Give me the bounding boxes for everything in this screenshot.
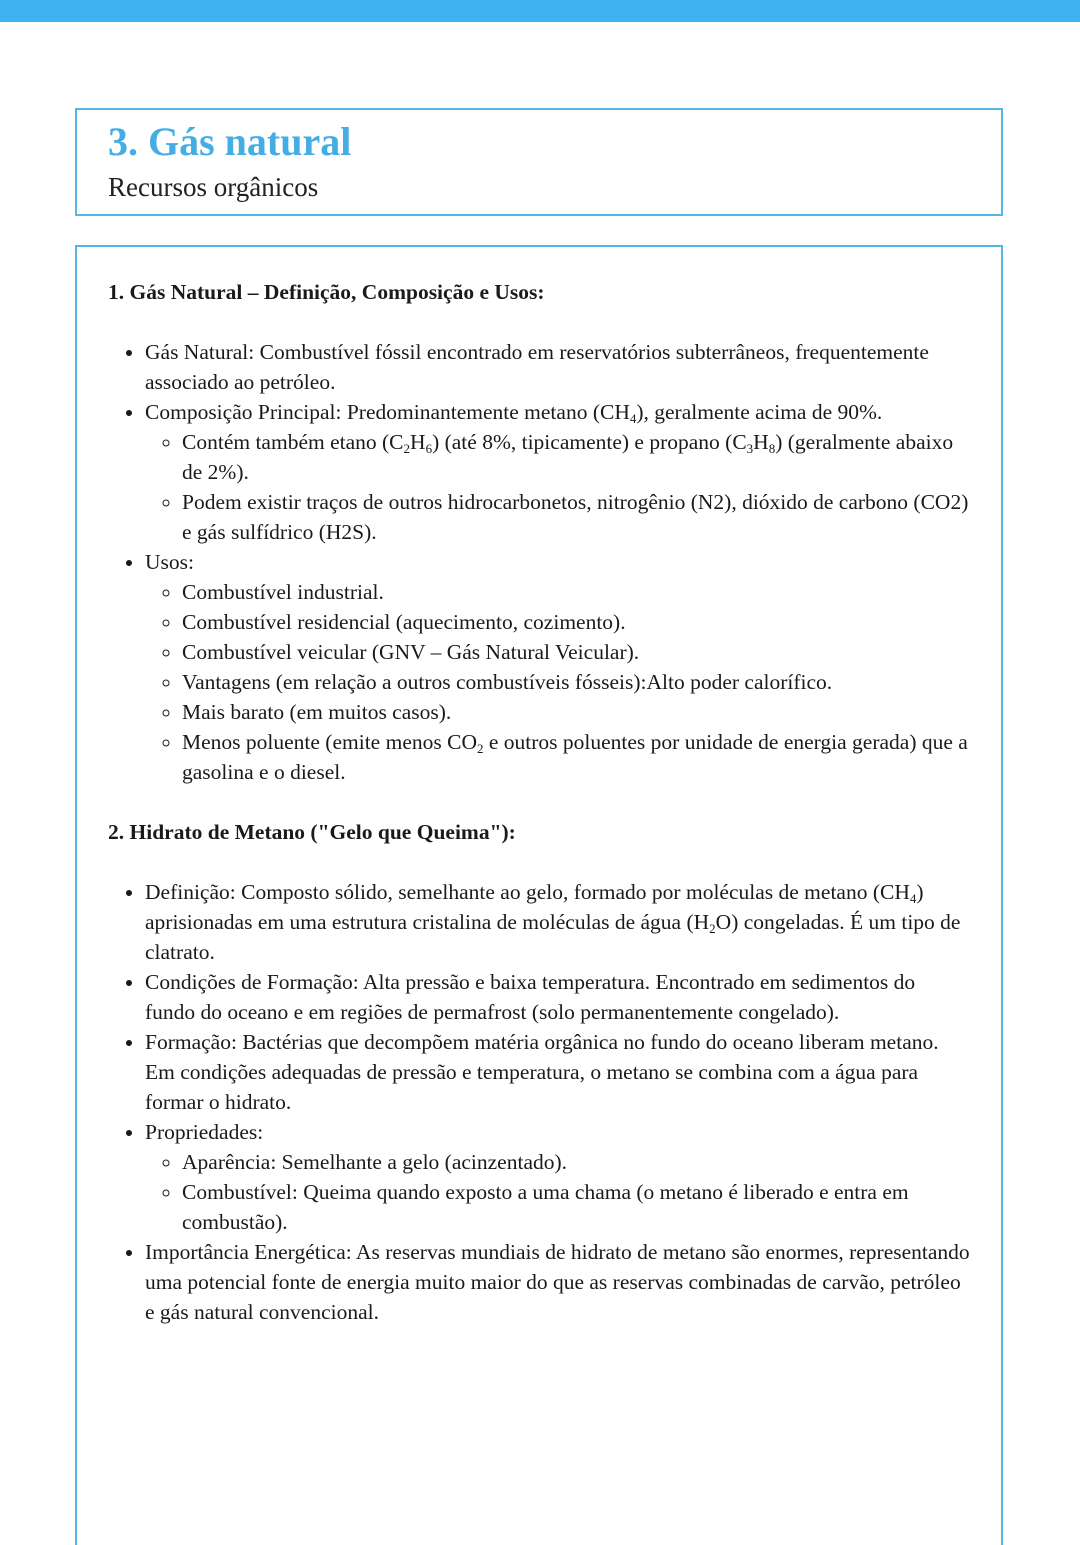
list-item: • Propriedades: ◦ Aparência: Semelhante a gelo (acinzentado). ◦ Combustível: Queima quando exposto a uma chama (o metano é liberado e entra em combustão).	[145, 1117, 970, 1237]
list-item: ◦ Contém também etano $(C_2H_6)$ (até 8%, tipicamente) e propano $(C_3H_8)$ (geralmente abaixo de 2%).	[182, 427, 970, 487]
section-1-heading: 1. Gás Natural – Definição, Composição e Usos:	[108, 280, 545, 304]
top-accent-bar	[0, 0, 1080, 22]
page-subtitle: Recursos orgânicos	[108, 172, 319, 202]
properties-sublist	[145, 1147, 970, 1237]
composition-sublist	[145, 427, 970, 547]
list-item: ◦ Combustível veicular (GNV – Gás Natural Veicular).	[182, 637, 970, 667]
list-item: • Definição: Composto sólido, semelhante ao gelo, formado por moléculas de metano $(CH_4)$ aprisionadas em uma estrutura cristalina de moléculas de água $(H_2O)$ congeladas. É um tipo de clatrato.	[145, 877, 970, 967]
list-item: ◦ Menos poluente (emite menos $CO_2$ e outros poluentes por unidade de energia gerada) que a gasolina e o diesel.	[182, 727, 970, 787]
list-item: ◦ Mais barato (em muitos casos).	[182, 697, 970, 727]
list-item: ◦ Podem existir traços de outros hidrocarbonetos, nitrogênio (N2), dióxido de carbono (CO2) e gás sulfídrico (H2S).	[182, 487, 970, 547]
content-box	[75, 245, 1003, 1545]
section-1-list	[108, 337, 970, 787]
title-box	[75, 108, 1003, 216]
list-item: • Importância Energética: As reservas mundiais de hidrato de metano são enormes, representando uma potencial fonte de energia muito maior do que as reservas combinadas de carvão, petróleo e gás natural convencional.	[145, 1237, 970, 1327]
list-item: ◦ Combustível industrial.	[182, 577, 970, 607]
list-item: • Gás Natural: Combustível fóssil encontrado em reservatórios subterrâneos, frequentemente associado ao petróleo.	[145, 337, 970, 397]
content	[108, 277, 970, 1327]
list-item: • Condições de Formação: Alta pressão e baixa temperatura. Encontrado em sedimentos do fundo do oceano e em regiões de permafrost (solo permanentemente congelado).	[145, 967, 970, 1027]
list-item: • Formação: Bactérias que decompõem matéria orgânica no fundo do oceano liberam metano. Em condições adequadas de pressão e temperatura, o metano se combina com a água para formar o hidrato.	[145, 1027, 970, 1117]
section-2-heading: 2. Hidrato de Metano ("Gelo que Queima"):	[108, 820, 516, 844]
uses-sublist	[145, 577, 970, 787]
list-item: ◦ Aparência: Semelhante a gelo (acinzentado).	[182, 1147, 970, 1177]
list-item: • Usos: ◦ Combustível industrial. ◦ Combustível residencial (aquecimento, cozimento). ◦ Combustível veicular (GNV – Gás Natural Veicular). ◦ Vantagens (em relação a outros combustíveis fósseis):Alto poder calorífico. ◦ Mais barato (em muitos casos). ◦ Menos poluente (emite menos $CO_2$ e outros poluentes por unidade de energia gerada) que a gasolina e o diesel.	[145, 547, 970, 787]
list-item: ◦ Combustível residencial (aquecimento, cozimento).	[182, 607, 970, 637]
page-title: 3. Gás natural	[108, 119, 352, 164]
list-item: ◦ Vantagens (em relação a outros combustíveis fósseis):Alto poder calorífico.	[182, 667, 970, 697]
list-item: • Composição Principal: Predominantemente metano $(CH_4)$, geralmente acima de 90%. ◦ Contém também etano $(C_2H_6)$ (até 8%, tipicamente) e propano $(C_3H_8)$ (geralmente abaixo de 2%). ◦ Podem existir traços de outros hidrocarbonetos, nitrogênio (N2), dióxido de carbono (CO2) e gás sulfídrico (H2S).	[145, 397, 970, 547]
list-item: ◦ Combustível: Queima quando exposto a uma chama (o metano é liberado e entra em combustão).	[182, 1177, 970, 1237]
section-2-list	[108, 877, 970, 1327]
